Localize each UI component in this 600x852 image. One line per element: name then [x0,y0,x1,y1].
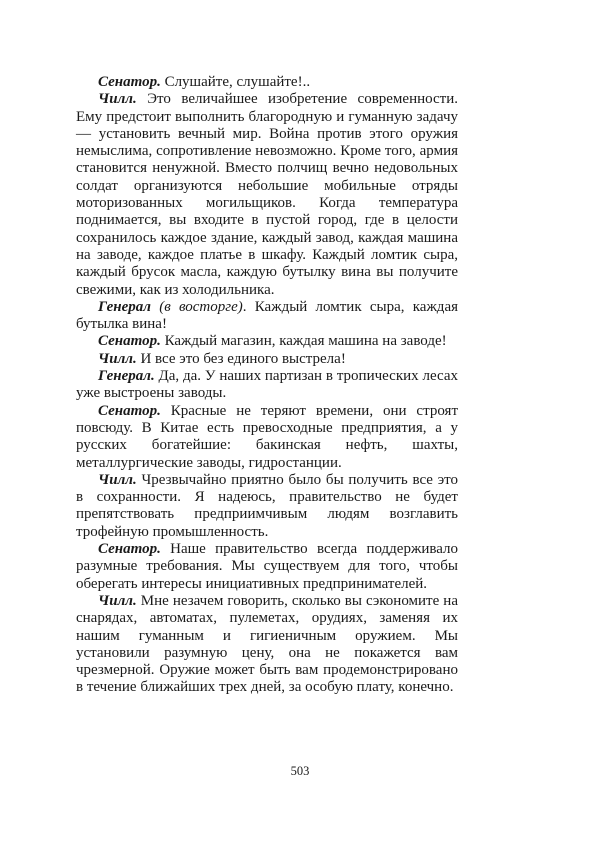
speaker-name: Сенатор. [98,333,161,350]
speaker-name: Чилл. [98,592,137,609]
speaker-name: Чилл. [98,471,137,488]
page-number: 503 [290,764,310,778]
paragraph-6 [76,368,458,403]
speaker-name: Чилл. [98,91,137,108]
speaker-name: Генерал. [98,368,155,385]
speech-text: . Каждый ломтик сыра, каждая бутылка вина! [76,298,458,333]
page-text [76,74,458,697]
speech-text: Красные не теряют времени, они строят повсюду. В Китае есть превосходные предприятия, а у русских богатейшие: бакинская нефть, шахты, металлургические заводы, гидростанции. [76,402,458,471]
speech-text: Это величайшее изобретение современности. Ему предстоит выполнить благородную и гуманную задачу — установить вечный мир. Война против этого оружия немыслима, сопротивление невозможно. Кроме того, армия становится ненужной. Вместо полчищ вечно недовольных солдат организуются небольшие мобильные отряды моторизованных могильщиков. Когда температура поднимается, вы входите в пустой город, где в целости сохранилось каждое здание, каждый завод, каждая машина на заводе, каждое платье в шкафу. Каждый ломтик сыра, каждый брусок масла, каждую бутылку вина вы получите свежими, как из холодильника. [76,91,458,298]
speaker-name: Чилл. [98,350,137,367]
speech-text: Да, да. У наших партизан в тропических лесах уже выстроены заводы. [76,368,458,402]
paragraph-2 [76,91,458,299]
paragraph-10 [76,593,458,697]
speech-text: Чрезвычайно приятно было бы получить все это в сохранности. Я надеюсь, правительство не будет препятствовать предприимчивым людям возглавить трофейную промышленность. [76,471,458,540]
stage-direction: (в восторге) [159,298,243,315]
speech-text: Слушайте, слушайте!.. [164,74,311,90]
paragraph-9 [76,541,458,593]
paragraph-1 [76,74,458,91]
paragraph-4 [76,333,458,350]
speaker-name: Сенатор. [98,402,161,419]
paragraph-5 [76,351,458,368]
speech-text: Мне незачем говорить, сколько вы сэкономите на снарядах, автоматах, пулеметах, орудиях, заменяя их нашим гуманным и гигиеничным оружием. Мы установили разумную цену, она не покажется вам чрезмерной. Оружие может быть вам продемонстрировано в течение ближайших трех дней, за особую плату, конечно. [76,592,458,696]
speech-text: Каждый магазин, каждая машина на заводе! [164,333,447,350]
speaker-name: Генерал [98,298,151,315]
speaker-name: Сенатор. [98,541,161,558]
speaker-name: Сенатор. [98,74,161,90]
speech-text: Наше правительство всегда поддерживало разумные требования. Мы существуем для того, чтобы оберегать интересы инициативных предпринимателей. [76,541,459,592]
paragraph-3 [76,299,458,334]
paragraph-7 [76,403,458,472]
paragraph-8 [76,472,458,541]
speech-text: И все это без единого выстрела! [140,350,346,367]
